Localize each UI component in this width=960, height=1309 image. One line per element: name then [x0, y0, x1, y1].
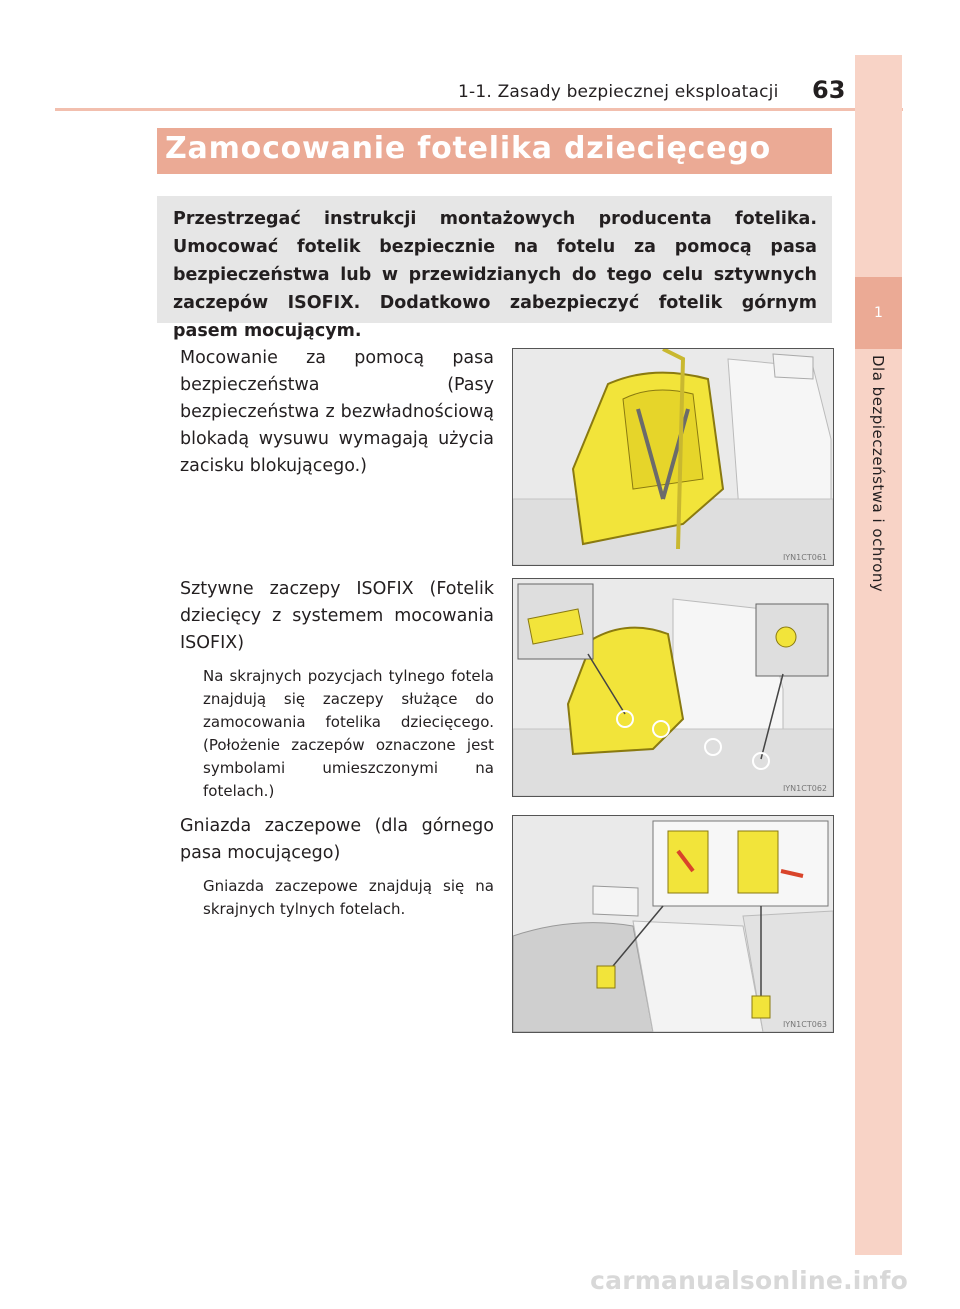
section-heading: 1-1. Zasady bezpiecznej eksploatacji: [458, 82, 779, 102]
chapter-side-tab: [855, 55, 902, 1255]
figure-code: IYN1CT061: [782, 553, 827, 562]
item-isofix-sub: Na skrajnych pozycjach tylnego fotela znajdują się zaczepy służące do zamocowania fotelika dziecięcego. (Położenie zaczepów oznaczone jest symbolami umieszczonymi na fotelach.): [203, 667, 494, 800]
figure-code: IYN1CT062: [782, 784, 827, 793]
item-tether-sub: Gniazda zaczepowe znajdują się na skrajnych tylnych fotelach.: [203, 877, 494, 918]
figure-isofix: [512, 578, 834, 797]
figure-tether: [512, 815, 834, 1033]
seatbelt-illustration: [513, 349, 833, 565]
figure-seatbelt: [512, 348, 834, 566]
intro-box: [157, 196, 832, 341]
chapter-title-vertical: [855, 355, 902, 615]
footer-watermark[interactable]: carmanualsonline.info: [590, 1266, 908, 1295]
tether-illustration: [513, 816, 833, 1032]
page-title: Zamocowanie fotelika dziecięcego: [165, 131, 771, 166]
item-seatbelt-text: Mocowanie za pomocą pasa bezpieczeństwa (Pasy bezpieczeństwa z bezwładnościową blokadą wysuwu wymagają użycia zacisku blokującego.): [180, 348, 494, 476]
intro-text: Przestrzegać instrukcji montażowych producenta fotelika. Umocować fotelik bezpiecznie na fotelu za pomocą pasa bezpieczeństwa lub w przewidzianych do tego celu sztywnych zaczepów ISOFIX. Dodatkowo zabezpieczyć fotelik górnym pasem mocującym.: [173, 209, 817, 341]
item-tether-text: Gniazda zaczepowe (dla górnego pasa mocującego): [180, 816, 494, 863]
item-isofix-text: Sztywne zaczepy ISOFIX (Fotelik dziecięcy z systemem mocowania ISOFIX): [180, 579, 494, 653]
title-bar: [157, 128, 832, 174]
page-number: 63: [812, 76, 846, 104]
chapter-title: Dla bezpieczeństwa i ochrony: [869, 355, 887, 593]
chapter-number: 1: [855, 277, 902, 349]
isofix-illustration: [513, 579, 833, 796]
figure-code: IYN1CT063: [782, 1020, 827, 1029]
header-rule: [55, 108, 903, 111]
